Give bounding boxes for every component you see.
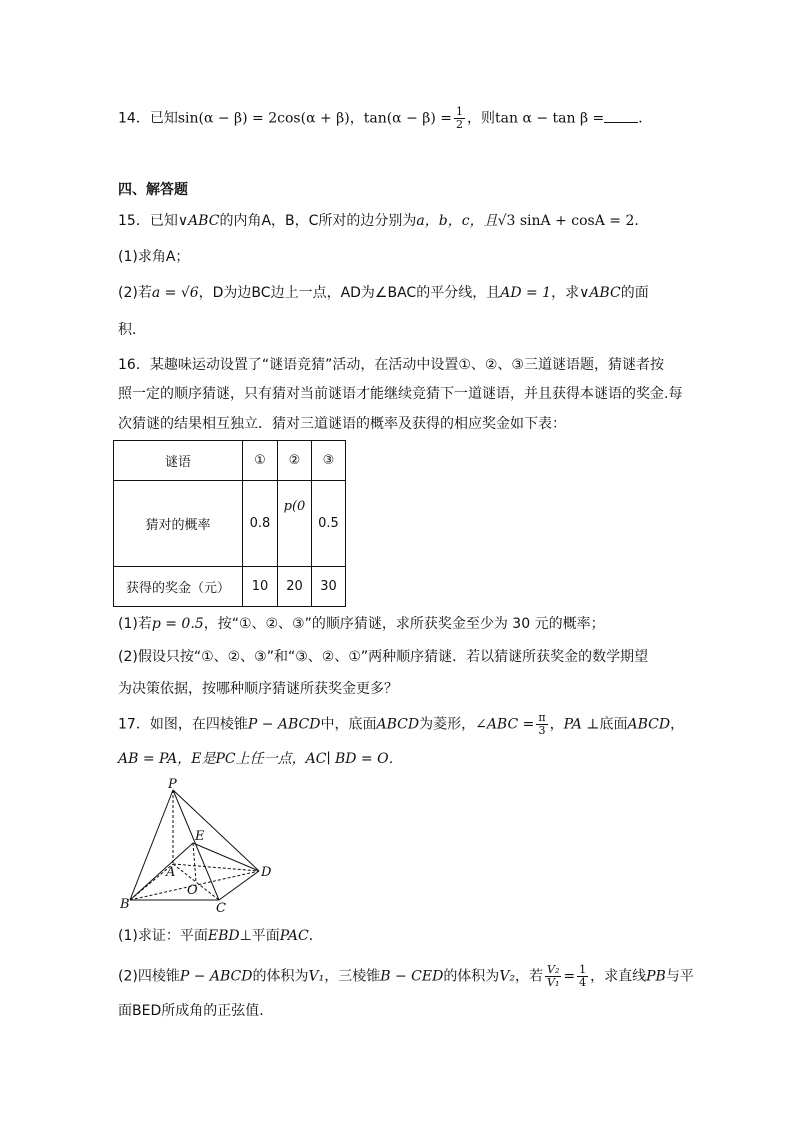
edge-EO: [193, 843, 196, 882]
label-A: A: [166, 865, 176, 880]
question-16-line-1: 16．某趣味运动设置了“谜语竞猜”活动，在活动中设置①、②、③三道谜语题，猜谜者按: [118, 357, 664, 373]
question-16-line-2: 照一定的顺序猜谜，只有猜对当前谜语才能继续竞猜下一道谜语，并且获得本谜语的奖金.每: [118, 386, 683, 402]
label-D: D: [261, 865, 272, 880]
fraction-pi-over-3: $\frac{\pi}{3}$: [538, 711, 546, 737]
question-17: 17．如图，在四棱锥P − ABCD中，底面ABCD为菱形，∠ABC = $\frac{\pi}{3}$ ，PA ⊥底面ABCD，: [118, 711, 685, 737]
fraction-v2-over-v1: $\frac{\text{V₂}}{\text{V₁}}$: [547, 963, 560, 989]
label-P: P: [168, 778, 177, 792]
fraction-one-half: $\frac{1}{2}$: [456, 105, 463, 131]
question-16-part-1: (1)若p = 0.5，按“①、②、③”的顺序猜谜，求所获奖金至少为 30 元的概率；: [118, 616, 605, 632]
riddle-table: [113, 440, 346, 607]
label-E: E: [195, 829, 205, 844]
question-17-part-2-cont: 面BED所成角的正弦值.: [118, 1003, 264, 1019]
question-16-part-2-cont: 为决策依据，按哪种顺序猜谜所获奖金更多？: [118, 681, 398, 697]
label-C: C: [216, 901, 226, 913]
question-15: 15．已知∨ABC的内角A，B，C所对的边分别为a，b，c，且√3 sinA + cosA = 2．: [118, 213, 649, 229]
section-heading: 四、解答题: [118, 182, 188, 198]
question-17-part-1: (1)求证：平面EBD⊥平面PAC．: [118, 928, 323, 944]
question-17-part-2: (2)四棱锥P − ABCD的体积为V₁，三棱锥B − CED的体积为V₂，若 $\frac{\text{V₂}}{\text{V₁}}$ = $\frac{1}{4}$ ，求直线PB与平: [118, 963, 694, 989]
edge-PB: [130, 790, 176, 900]
question-15-part-2-cont: 积．: [118, 322, 146, 338]
question-16-line-3: 次猜谜的结果相互独立．猜对三道谜语的概率及获得的相应奖金如下表：: [118, 416, 566, 432]
question-16-part-2: (2)假设只按“①、②、③”和“③、②、①”两种顺序猜谜．若以猜谜所获奖金的数学期望: [118, 649, 649, 665]
label-O: O: [187, 883, 198, 898]
question-14: 14．已知sin(α − β) = 2cos(α + β)，tan(α − β) = $\frac{1}{2}$ ，则tan α − tan β = ．: [118, 105, 653, 131]
table-row: 谜语 ① ② ③: [114, 441, 346, 481]
edge-PD: [173, 790, 259, 871]
table-row: 获得的奖金（元） 10 20 30: [114, 567, 346, 607]
question-15-part-2: (2)若a = √6，D为边BC边上一点，AD为∠BAC的平分线，且AD = 1，求∨ABC的面: [118, 285, 649, 301]
pyramid-figure: [118, 778, 278, 913]
question-15-part-1: (1)求角A；: [118, 249, 190, 265]
answer-blank: [604, 110, 638, 123]
label-B: B: [120, 897, 130, 912]
question-17-line-2: AB = PA，E是PC上任一点，AC∣ BD = O．: [118, 751, 403, 767]
fraction-one-quarter: $\frac{1}{4}$: [579, 963, 587, 989]
table-row: 猜对的概率 0.8 p(0 0.5: [114, 481, 346, 567]
